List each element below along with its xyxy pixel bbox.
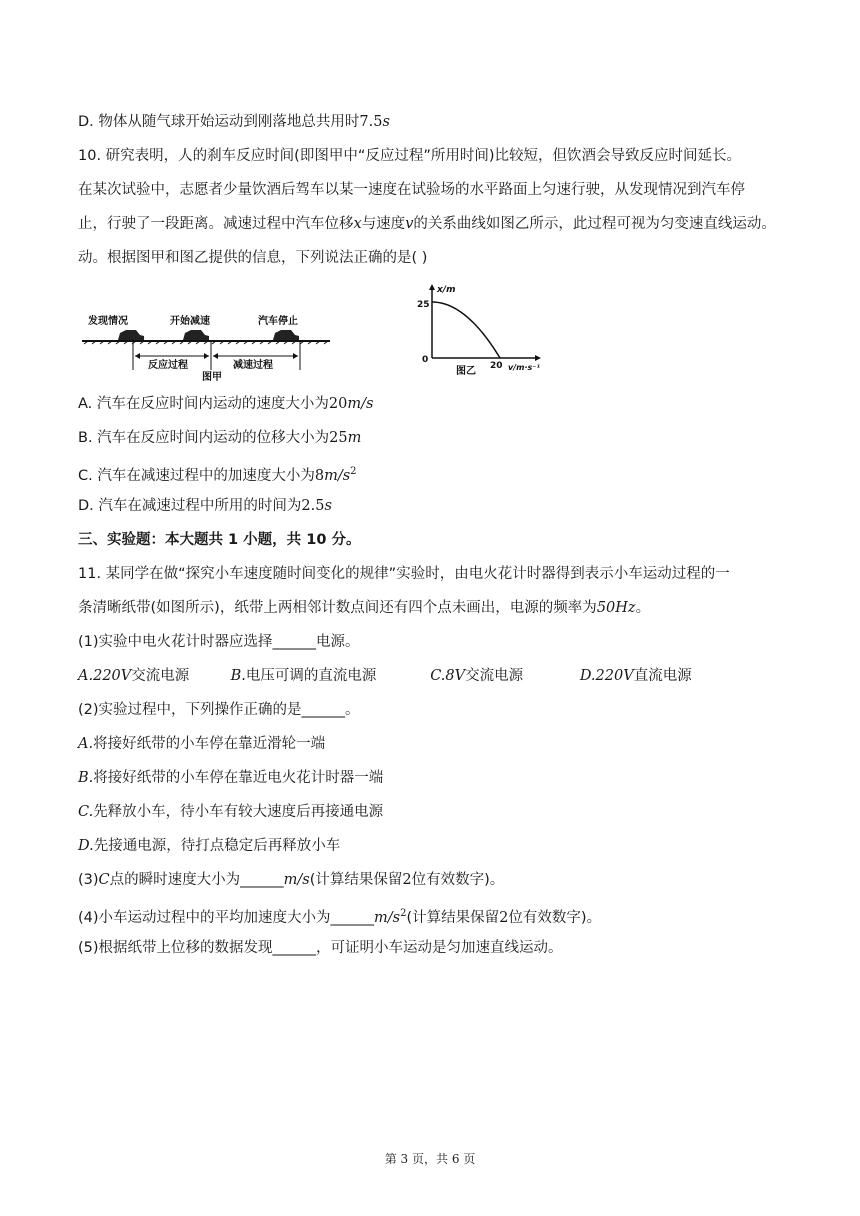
q10-option-d: D. 汽车在减速过程中所用的时间为2.5s bbox=[78, 498, 332, 514]
x-v-curve bbox=[432, 302, 500, 358]
q11-p1-option-b: B.电压可调的直流电源 bbox=[230, 668, 377, 684]
q11-part-2: (2)实验过程中，下列操作正确的是______。 bbox=[78, 702, 360, 718]
q11-p2-option-c: C.先释放小车，待小车有较大速度后再接通电源 bbox=[78, 804, 384, 820]
q11-part-5: (5)根据纸带上位移的数据发现______，可证明小车运动是匀加速直线运动。 bbox=[78, 940, 563, 956]
origin-label: 0 bbox=[422, 355, 429, 365]
car-icon-found bbox=[118, 330, 144, 340]
x-value-label: 20 bbox=[490, 361, 503, 371]
q11-part-3: (3)C点的瞬时速度大小为______m/s(计算结果保留2位有效数字)。 bbox=[78, 872, 505, 888]
figure-yi-chart bbox=[410, 280, 560, 380]
q10-stem-line-1: 10. 研究表明，人的刹车反应时间(即图甲中“反应过程”所用时间)比较短，但饮酒会导致反应时间延长。 bbox=[78, 148, 742, 164]
fig-yi-caption: 图乙 bbox=[456, 366, 476, 377]
q10-option-b: B. 汽车在反应时间内运动的位移大小为25m bbox=[78, 430, 362, 446]
q11-p2-option-a: A.将接好纸带的小车停在靠近滑轮一端 bbox=[78, 736, 326, 752]
y-axis-label: x/m bbox=[437, 285, 456, 295]
q10-option-c: C. 汽车在减速过程中的加速度大小为$8m/s^2$ bbox=[78, 466, 357, 484]
fig-jia-label-decel: 减速过程 bbox=[233, 360, 273, 371]
q11-part-1: (1)实验中电火花计时器应选择______电源。 bbox=[78, 634, 360, 650]
q11-p2-option-b: B.将接好纸带的小车停在靠近电火花计时器一端 bbox=[78, 770, 384, 786]
q11-stem-line-2: 条清晰纸带(如图所示)，纸带上两相邻计数点间还有四个点未画出，电源的频率为50Hz。 bbox=[78, 600, 651, 616]
fig-jia-caption: 图甲 bbox=[202, 372, 222, 383]
q11-p2-option-d: D.先接通电源，待打点稳定后再释放小车 bbox=[78, 838, 341, 854]
q10-stem-line-3: 止，行驶了一段距离。减速过程中汽车位移x与速度v的关系曲线如图乙所示，此过程可视为匀变速直线运动。 bbox=[78, 216, 776, 232]
y-value-label: 25 bbox=[417, 300, 430, 310]
q9-option-d: D. 物体从随气球开始运动到刚落地总共用时7.5s bbox=[78, 114, 390, 130]
q11-part-1-options bbox=[78, 666, 692, 686]
fig-jia-label-found: 发现情况 bbox=[88, 316, 128, 327]
car-icon-start bbox=[183, 330, 209, 340]
q11-p1-option-c: C.8V交流电源 bbox=[430, 668, 524, 684]
fig-jia-label-start: 开始减速 bbox=[170, 316, 210, 327]
fig-jia-label-stop: 汽车停止 bbox=[258, 316, 298, 327]
q11-part-4: (4)小车运动过程中的平均加速度大小为$\_\_\_\_\_\_m/s^2$(计算结果保留2位有效数字)。 bbox=[78, 908, 602, 926]
section-heading: 三、实验题：本大题共 1 小题，共 10 分。 bbox=[78, 532, 361, 548]
q11-stem-line-1: 11. 某同学在做“探究小车速度随时间变化的规律”实验时，由电火花计时器得到表示小车运动过程的一 bbox=[78, 566, 730, 582]
q10-stem-line-4: 动。根据图甲和图乙提供的信息，下列说法正确的是( ) bbox=[78, 250, 428, 266]
q10-stem-line-2: 在某次试验中，志愿者少量饮酒后驾车以某一速度在试验场的水平路面上匀速行驶，从发现情况到汽车停 bbox=[78, 182, 745, 198]
q11-p1-option-d: D.220V直流电源 bbox=[579, 668, 692, 684]
q10-option-a: A. 汽车在反应时间内运动的速度大小为20m/s bbox=[78, 396, 374, 412]
car-icon-stop bbox=[273, 330, 299, 340]
figure-jia bbox=[78, 300, 338, 385]
page-footer: 第 3 页，共 6 页 bbox=[384, 1152, 476, 1166]
fig-jia-label-reaction: 反应过程 bbox=[148, 360, 188, 371]
x-axis-label: v/m·s⁻¹ bbox=[508, 363, 540, 372]
q11-p1-option-a: A.220V交流电源 bbox=[78, 668, 190, 684]
